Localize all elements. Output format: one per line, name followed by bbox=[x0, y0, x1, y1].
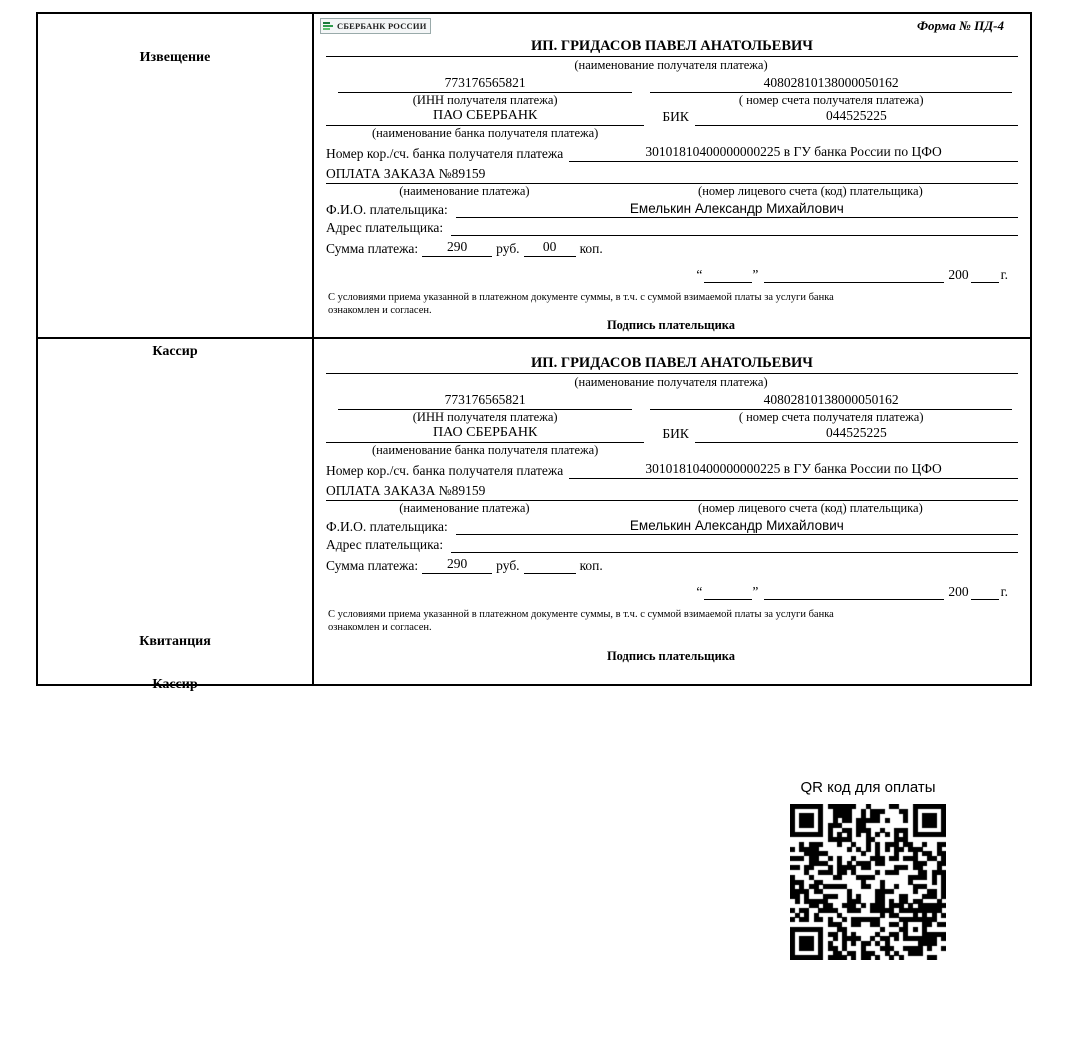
qr-title: QR код для оплаты bbox=[800, 779, 936, 796]
account-value-bottom: 40802810138000050162 bbox=[650, 392, 1012, 410]
form-number: Форма № ПД-4 bbox=[916, 18, 1004, 33]
personal-account-blank-bottom bbox=[783, 483, 1018, 501]
date-month-blank-bottom bbox=[764, 599, 944, 600]
bik-value-top: 044525225 bbox=[695, 108, 1018, 126]
rub-word-top: руб. bbox=[496, 241, 520, 256]
agreement-text-bottom bbox=[328, 608, 1014, 634]
inn-cell-bottom bbox=[326, 392, 644, 410]
kor-value-bottom: 30101810400000000225 в ГУ банка России по ЦФО bbox=[569, 461, 1018, 479]
bank-name-bottom: ПАО СБЕРБАНК bbox=[326, 425, 644, 443]
payer-fio-row-top bbox=[326, 201, 1018, 218]
recipient-caption-bottom: (наименование получателя платежа) bbox=[574, 375, 768, 390]
payment-name-row-top bbox=[326, 166, 1018, 184]
bik-label-bottom: БИК bbox=[662, 426, 689, 442]
inn-cell-top bbox=[326, 75, 644, 93]
date-row-top bbox=[326, 267, 1008, 283]
receipt-top-spacer bbox=[320, 343, 1022, 353]
bank-caption-row-bottom bbox=[326, 443, 1018, 458]
agreement-line2-top: ознакомлен и согласен. bbox=[328, 305, 432, 317]
bank-caption-row-top bbox=[326, 126, 1018, 141]
date-month-blank-top bbox=[764, 282, 944, 283]
label-kassir-top: Кассир bbox=[152, 344, 198, 359]
payment-caption-row-bottom bbox=[326, 501, 1018, 516]
bank-caption-top: (наименование банка получателя платежа) bbox=[371, 126, 599, 140]
inn-account-caption-row-top bbox=[326, 93, 1018, 108]
year-blank-top bbox=[971, 282, 999, 283]
payer-fio-label-top: Ф.И.О. плательщика: bbox=[326, 202, 448, 217]
account-value-top: 40802810138000050162 bbox=[650, 75, 1012, 93]
bank-bik-row-bottom bbox=[326, 425, 1018, 443]
sum-rub-top: 290 bbox=[422, 239, 492, 257]
signature-label-top: Подпись плательщика bbox=[606, 318, 736, 333]
inn-caption-top: (ИНН получателя платежа) bbox=[412, 93, 558, 107]
kor-value-top: 30101810400000000225 в ГУ банка России по ЦФО bbox=[569, 144, 1018, 162]
date-row-bottom bbox=[326, 584, 1008, 600]
payment-name-top: ОПЛАТА ЗАКАЗА №89159 bbox=[326, 166, 783, 184]
receipt-bottom-spacer bbox=[320, 664, 1022, 680]
label-kassir-bottom: Кассир bbox=[152, 677, 198, 693]
notice-left-column bbox=[38, 14, 314, 359]
qr-canvas bbox=[790, 804, 946, 960]
payer-address-label-bottom: Адрес плательщика: bbox=[326, 537, 444, 553]
kor-account-row-top bbox=[326, 144, 1018, 162]
receipt-section bbox=[38, 339, 1030, 693]
date-quote-close-bottom: ” bbox=[752, 584, 759, 600]
sum-label-bottom: Сумма платежа: bbox=[326, 558, 419, 574]
payer-address-row-bottom bbox=[326, 537, 1018, 553]
personal-account-caption-bottom: (номер лицевого счета (код) плательщика) bbox=[698, 501, 923, 516]
account-caption-top: ( номер счета получателя платежа) bbox=[738, 93, 924, 107]
payer-address-label-top: Адрес плательщика: bbox=[326, 220, 444, 235]
date-quote-open-bottom: “ bbox=[696, 584, 703, 600]
recipient-name-top: ИП. ГРИДАСОВ ПАВЕЛ АНАТОЛЬЕВИЧ bbox=[326, 36, 1018, 57]
bik-label-top: БИК bbox=[662, 109, 689, 124]
payer-fio-label-bottom: Ф.И.О. плательщика: bbox=[326, 519, 448, 535]
sum-kop-top: 00 bbox=[524, 239, 576, 257]
payment-caption-bottom: (наименование платежа) bbox=[399, 501, 530, 516]
payer-address-value-top bbox=[451, 234, 1018, 236]
payment-name-bottom: ОПЛАТА ЗАКАЗА №89159 bbox=[326, 483, 783, 501]
kor-label-bottom: Номер кор./сч. банка получателя платежа bbox=[326, 463, 564, 479]
date-day-blank-top bbox=[704, 282, 752, 283]
year-suffix-top: г. bbox=[1000, 267, 1008, 282]
sberbank-logo bbox=[320, 18, 431, 34]
sum-kop-bottom bbox=[524, 572, 576, 574]
payer-address-value-bottom bbox=[451, 551, 1018, 553]
personal-account-caption-top: (номер лицевого счета (код) плательщика) bbox=[698, 184, 923, 198]
year-suffix-bottom: г. bbox=[1000, 584, 1008, 600]
label-kvitanciya: Квитанция bbox=[139, 634, 211, 650]
bank-bik-row-top bbox=[326, 108, 1018, 126]
payer-fio-value-top: Емелькин Александр Михайлович bbox=[456, 201, 1018, 218]
bik-caption-bottom bbox=[644, 443, 1018, 458]
notice-header-row bbox=[320, 18, 1022, 36]
notice-right-column bbox=[314, 14, 1030, 337]
inn-value-top: 773176565821 bbox=[338, 75, 632, 93]
personal-account-blank-top bbox=[783, 166, 1018, 184]
date-quote-close-top: ” bbox=[752, 267, 759, 282]
bik-caption-top bbox=[644, 126, 1018, 141]
inn-account-row-bottom bbox=[326, 392, 1018, 410]
inn-account-row-top bbox=[326, 75, 1018, 93]
sum-row-top bbox=[326, 239, 1018, 257]
bank-caption-bottom: (наименование банка получателя платежа) bbox=[371, 443, 599, 458]
account-caption-bottom: ( номер счета получателя платежа) bbox=[738, 410, 924, 425]
payment-receipt-form bbox=[36, 12, 1032, 693]
sum-label-top: Сумма платежа: bbox=[326, 241, 419, 256]
payer-fio-value-bottom: Емелькин Александр Михайлович bbox=[456, 518, 1018, 535]
kor-account-row-bottom bbox=[326, 461, 1018, 479]
sum-row-bottom bbox=[326, 556, 1018, 574]
payment-caption-row-top bbox=[326, 184, 1018, 199]
payer-address-row-top bbox=[326, 220, 1018, 236]
account-cell-bottom bbox=[644, 392, 1018, 410]
inn-caption-bottom: (ИНН получателя платежа) bbox=[412, 410, 558, 425]
sberbank-mark-icon bbox=[323, 21, 334, 31]
payer-fio-row-bottom bbox=[326, 518, 1018, 535]
agreement-text-top bbox=[328, 291, 1014, 317]
signature-label-bottom: Подпись плательщика bbox=[606, 648, 736, 663]
agreement-line1-bottom: С условиями приема указанной в платежном документе суммы, в т.ч. с суммой взимаемой платы за услуги банка bbox=[328, 609, 834, 621]
account-cell-top bbox=[644, 75, 1018, 93]
date-quote-open-top: “ bbox=[696, 267, 703, 282]
kop-word-top: коп. bbox=[579, 241, 603, 256]
year-blank-bottom bbox=[971, 599, 999, 600]
year-prefix-bottom: 200 bbox=[948, 584, 969, 600]
inn-account-caption-row-bottom bbox=[326, 410, 1018, 425]
sberbank-logo-text: СБЕРБАНК РОССИИ bbox=[337, 21, 427, 31]
receipt-left-column bbox=[38, 339, 314, 693]
payment-caption-top: (наименование платежа) bbox=[399, 184, 530, 198]
label-izveshchenie: Извещение bbox=[139, 50, 211, 65]
bik-value-bottom: 044525225 bbox=[695, 425, 1018, 443]
recipient-caption-top: (наименование получателя платежа) bbox=[574, 58, 768, 72]
kor-label-top: Номер кор./сч. банка получателя платежа bbox=[326, 146, 564, 161]
agreement-line1-top: С условиями приема указанной в платежном документе суммы, в т.ч. с суммой взимаемой платы за услуги банка bbox=[328, 292, 834, 303]
date-day-blank-bottom bbox=[704, 599, 752, 600]
rub-word-bottom: руб. bbox=[496, 558, 520, 574]
kop-word-bottom: коп. bbox=[579, 558, 603, 574]
qr-code-image bbox=[790, 804, 946, 960]
notice-section bbox=[38, 14, 1030, 359]
sum-rub-bottom: 290 bbox=[422, 556, 492, 574]
year-prefix-top: 200 bbox=[948, 267, 969, 282]
agreement-line2-bottom: ознакомлен и согласен. bbox=[328, 622, 432, 634]
qr-section bbox=[772, 779, 964, 960]
bank-name-top: ПАО СБЕРБАНК bbox=[326, 108, 644, 126]
receipt-right-column bbox=[314, 339, 1030, 683]
payment-name-row-bottom bbox=[326, 483, 1018, 501]
recipient-name-bottom: ИП. ГРИДАСОВ ПАВЕЛ АНАТОЛЬЕВИЧ bbox=[326, 353, 1018, 374]
inn-value-bottom: 773176565821 bbox=[338, 392, 632, 410]
